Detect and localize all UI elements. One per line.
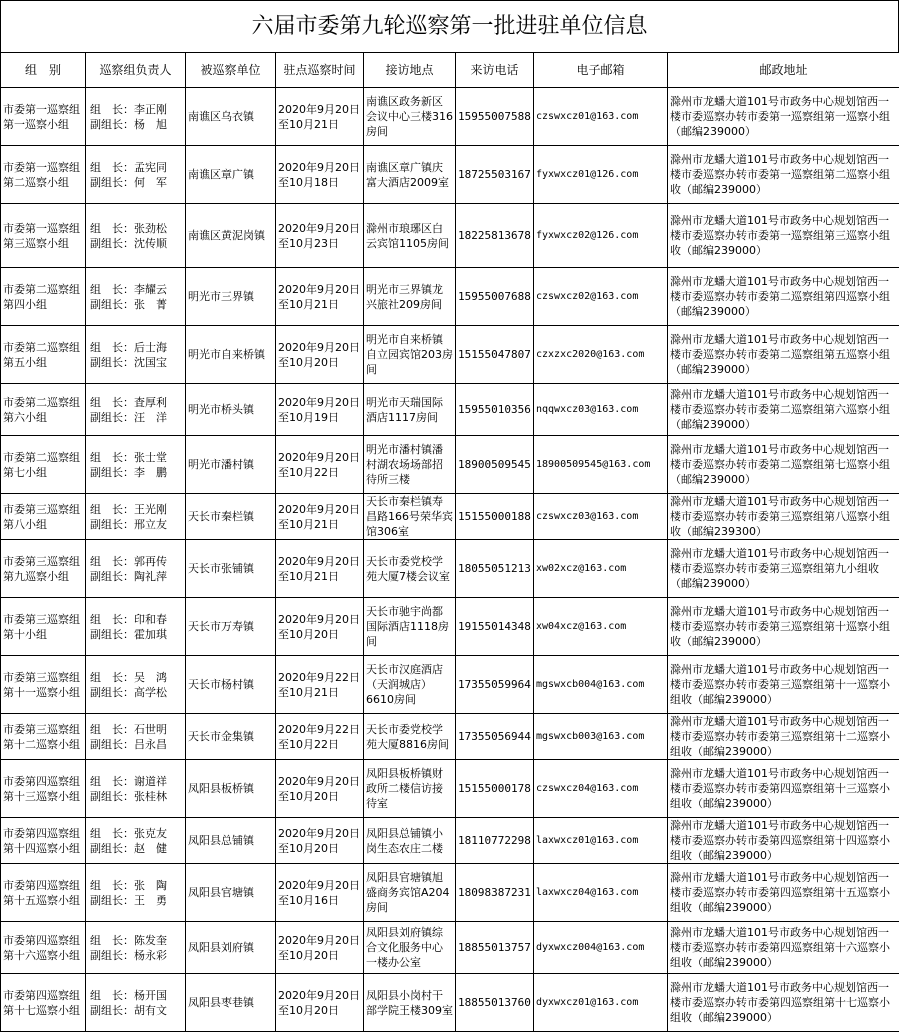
leader-cell: 组 长：杨开国 副组长：胡有文 [86, 974, 186, 1032]
col-header-address: 邮政地址 [668, 53, 899, 88]
leader-cell: 组 长：张 陶 副组长：王 勇 [86, 864, 186, 922]
phone-cell: 18055051213 [456, 540, 534, 598]
time-cell: 2020年9月20日至10月21日 [276, 268, 364, 326]
email-cell: dyxwxcz004@163.com [534, 922, 668, 974]
time-cell: 2020年9月20日至10月20日 [276, 598, 364, 656]
unit-cell: 天长市杨村镇 [186, 656, 276, 714]
unit-cell: 明光市三界镇 [186, 268, 276, 326]
leader-cell: 组 长：印和春 副组长：霍加琪 [86, 598, 186, 656]
phone-cell: 18098387231 [456, 864, 534, 922]
phone-cell: 19155014348 [456, 598, 534, 656]
table-row [1, 656, 899, 714]
phone-cell: 18855013757 [456, 922, 534, 974]
place-cell: 明光市自来桥镇自立园宾馆203房间 [364, 326, 456, 384]
email-cell: czswxcz04@163.com [534, 760, 668, 818]
place-cell: 凤阳县总铺镇小岗生态农庄二楼 [364, 818, 456, 864]
address-cell: 滁州市龙蟠大道101号市政务中心规划馆西一楼市委巡察办转市委第四巡察组第十三巡察小组收（邮编239000） [668, 760, 899, 818]
unit-cell: 天长市秦栏镇 [186, 494, 276, 540]
address-cell: 滁州市龙蟠大道101号市政务中心规划馆西一楼市委巡察办转市委第一巡察组第二巡察小组收（邮编239000） [668, 146, 899, 204]
place-cell: 凤阳县官塘镇旭盛商务宾馆A204房间 [364, 864, 456, 922]
col-header-email: 电子邮箱 [534, 53, 668, 88]
address-cell: 滁州市龙蟠大道101号市政务中心规划馆西一楼市委巡察办转市委第二巡察组第五巡察小组（邮编239000） [668, 326, 899, 384]
table-body [1, 88, 899, 1032]
time-cell: 2020年9月20日至10月20日 [276, 326, 364, 384]
group-cell: 市委第一巡察组第二巡察小组 [1, 146, 86, 204]
place-cell: 凤阳县小岗村干部学院王楼309室 [364, 974, 456, 1032]
table-row [1, 494, 899, 540]
address-cell: 滁州市龙蟠大道101号市政务中心规划馆西一楼市委巡察办转市委第二巡察组第七巡察小组（邮编239000） [668, 436, 899, 494]
address-cell: 滁州市龙蟠大道101号市政务中心规划馆西一楼市委巡察办转市委第三巡察组第十巡察小组收（邮编239000） [668, 598, 899, 656]
address-cell: 滁州市龙蟠大道101号市政务中心规划馆西一楼市委巡察办转市委第四巡察组第十七巡察小组收（邮编239000） [668, 974, 899, 1032]
place-cell: 凤阳县刘府镇综合文化服务中心一楼办公室 [364, 922, 456, 974]
leader-cell: 组 长：王光刚 副组长：邢立友 [86, 494, 186, 540]
group-cell: 市委第四巡察组第十五巡察小组 [1, 864, 86, 922]
place-cell: 明光市潘村镇潘村湖农场场部招待所三楼 [364, 436, 456, 494]
unit-cell: 南谯区黄泥岗镇 [186, 204, 276, 268]
time-cell: 2020年9月20日至10月23日 [276, 204, 364, 268]
address-cell: 滁州市龙蟠大道101号市政务中心规划馆西一楼市委巡察办转市委第二巡察组第六巡察小组（邮编239000） [668, 384, 899, 436]
place-cell: 天长市秦栏镇寿昌路166号荣华宾馆306室 [364, 494, 456, 540]
address-cell: 滁州市龙蟠大道101号市政务中心规划馆西一楼市委巡察办转市委第一巡察组第一巡察小组（邮编239000） [668, 88, 899, 146]
group-cell: 市委第二巡察组第六小组 [1, 384, 86, 436]
phone-cell: 15955007588 [456, 88, 534, 146]
table-row [1, 818, 899, 864]
col-header-leader: 巡察组负责人 [86, 53, 186, 88]
time-cell: 2020年9月20日至10月19日 [276, 384, 364, 436]
phone-cell: 15955007688 [456, 268, 534, 326]
table-row [1, 540, 899, 598]
phone-cell: 15155047807 [456, 326, 534, 384]
leader-cell: 组 长：张克友 副组长：赵 健 [86, 818, 186, 864]
table-row [1, 326, 899, 384]
table-row [1, 714, 899, 760]
place-cell: 天长市委党校学苑大厦7楼会议室 [364, 540, 456, 598]
time-cell: 2020年9月20日至10月20日 [276, 818, 364, 864]
address-cell: 滁州市龙蟠大道101号市政务中心规划馆西一楼市委巡察办转市委第三巡察组第八巡察小组收（邮编239300） [668, 494, 899, 540]
group-cell: 市委第三巡察组第十一巡察小组 [1, 656, 86, 714]
table-row [1, 974, 899, 1032]
table-row [1, 204, 899, 268]
group-cell: 市委第三巡察组第八小组 [1, 494, 86, 540]
table-row [1, 864, 899, 922]
leader-cell: 组 长：李耀云 副组长：张 菁 [86, 268, 186, 326]
phone-cell: 18225813678 [456, 204, 534, 268]
time-cell: 2020年9月20日至10月18日 [276, 146, 364, 204]
time-cell: 2020年9月20日至10月22日 [276, 436, 364, 494]
col-header-place: 接访地点 [364, 53, 456, 88]
leader-cell: 组 长：孟宪同 副组长：何 军 [86, 146, 186, 204]
phone-cell: 15155000178 [456, 760, 534, 818]
group-cell: 市委第三巡察组第十小组 [1, 598, 86, 656]
place-cell: 天长市驰宇尚都国际酒店1118房间 [364, 598, 456, 656]
unit-cell: 明光市桥头镇 [186, 384, 276, 436]
phone-cell: 15955010356 [456, 384, 534, 436]
email-cell: mgswxcb003@163.com [534, 714, 668, 760]
unit-cell: 天长市金集镇 [186, 714, 276, 760]
email-cell: czswxcz03@163.com [534, 494, 668, 540]
leader-cell: 组 长：石世明 副组长：吕永昌 [86, 714, 186, 760]
leader-cell: 组 长：吴 鸿 副组长：高学松 [86, 656, 186, 714]
time-cell: 2020年9月22日至10月21日 [276, 656, 364, 714]
group-cell: 市委第四巡察组第十四巡察小组 [1, 818, 86, 864]
table-row [1, 598, 899, 656]
phone-cell: 18110772298 [456, 818, 534, 864]
table-row [1, 436, 899, 494]
time-cell: 2020年9月20日至10月21日 [276, 88, 364, 146]
address-cell: 滁州市龙蟠大道101号市政务中心规划馆西一楼市委巡察办转市委第四巡察组第十五巡察小组收（邮编239000） [668, 864, 899, 922]
phone-cell: 18855013760 [456, 974, 534, 1032]
phone-cell: 18725503167 [456, 146, 534, 204]
unit-cell: 天长市万寿镇 [186, 598, 276, 656]
email-cell: czswxcz02@163.com [534, 268, 668, 326]
phone-cell: 17355059964 [456, 656, 534, 714]
address-cell: 滁州市龙蟠大道101号市政务中心规划馆西一楼市委巡察办转市委第二巡察组第四巡察小组（邮编239000） [668, 268, 899, 326]
phone-cell: 18900509545 [456, 436, 534, 494]
group-cell: 市委第二巡察组第七小组 [1, 436, 86, 494]
time-cell: 2020年9月20日至10月20日 [276, 974, 364, 1032]
email-cell: fyxwxcz02@126.com [534, 204, 668, 268]
email-cell: czxzxc2020@163.com [534, 326, 668, 384]
time-cell: 2020年9月20日至10月21日 [276, 494, 364, 540]
leader-cell: 组 长：后士海 副组长：沈国宝 [86, 326, 186, 384]
address-cell: 滁州市龙蟠大道101号市政务中心规划馆西一楼市委巡察办转市委第四巡察组第十六巡察小组收（邮编239000） [668, 922, 899, 974]
email-cell: laxwxcz01@163.com [534, 818, 668, 864]
table-row [1, 88, 899, 146]
table-row [1, 922, 899, 974]
unit-cell: 凤阳县官塘镇 [186, 864, 276, 922]
email-cell: fyxwxcz01@126.com [534, 146, 668, 204]
unit-cell: 明光市潘村镇 [186, 436, 276, 494]
place-cell: 天长市汉庭酒店（天润城店）6610房间 [364, 656, 456, 714]
unit-cell: 凤阳县板桥镇 [186, 760, 276, 818]
leader-cell: 组 长：査厚利 副组长：汪 洋 [86, 384, 186, 436]
place-cell: 明光市三界镇龙兴旅社209房间 [364, 268, 456, 326]
info-table [0, 52, 899, 1032]
col-header-phone: 来访电话 [456, 53, 534, 88]
address-cell: 滁州市龙蟠大道101号市政务中心规划馆西一楼市委巡察办转市委第一巡察组第三巡察小组收（邮编239000） [668, 204, 899, 268]
group-cell: 市委第二巡察组第四小组 [1, 268, 86, 326]
place-cell: 南谯区章广镇庆富大酒店2009室 [364, 146, 456, 204]
place-cell: 滁州市琅琊区白云宾馆1105房间 [364, 204, 456, 268]
leader-cell: 组 长：郭再传 副组长：陶礼萍 [86, 540, 186, 598]
group-cell: 市委第三巡察组第九巡察小组 [1, 540, 86, 598]
email-cell: dyxwxcz01@163.com [534, 974, 668, 1032]
place-cell: 南谯区政务新区会议中心三楼316房间 [364, 88, 456, 146]
group-cell: 市委第四巡察组第十三巡察小组 [1, 760, 86, 818]
phone-cell: 15155000188 [456, 494, 534, 540]
group-cell: 市委第三巡察组第十二巡察小组 [1, 714, 86, 760]
col-header-group: 组 别 [1, 53, 86, 88]
leader-cell: 组 长：张士堂 副组长：李 鹏 [86, 436, 186, 494]
leader-cell: 组 长：李正刚 副组长：杨 旭 [86, 88, 186, 146]
time-cell: 2020年9月20日至10月21日 [276, 540, 364, 598]
col-header-time: 驻点巡察时间 [276, 53, 364, 88]
phone-cell: 17355056944 [456, 714, 534, 760]
time-cell: 2020年9月20日至10月20日 [276, 922, 364, 974]
table-row [1, 384, 899, 436]
unit-cell: 凤阳县总铺镇 [186, 818, 276, 864]
time-cell: 2020年9月20日至10月20日 [276, 760, 364, 818]
address-cell: 滁州市龙蟠大道101号市政务中心规划馆西一楼市委巡察办转市委第三巡察组第十一巡察小组收（邮编239000） [668, 656, 899, 714]
place-cell: 明光市天瑞国际酒店1117房间 [364, 384, 456, 436]
time-cell: 2020年9月20日至10月16日 [276, 864, 364, 922]
col-header-unit: 被巡察单位 [186, 53, 276, 88]
address-cell: 滁州市龙蟠大道101号市政务中心规划馆西一楼市委巡察办转市委第三巡察组第九小组收（邮编239000） [668, 540, 899, 598]
table-row [1, 268, 899, 326]
leader-cell: 组 长：陈发奎 副组长：杨永彩 [86, 922, 186, 974]
email-cell: laxwxcz04@163.com [534, 864, 668, 922]
group-cell: 市委第四巡察组第十七巡察小组 [1, 974, 86, 1032]
email-cell: nqqwxcz03@163.com [534, 384, 668, 436]
group-cell: 市委第一巡察组第三巡察小组 [1, 204, 86, 268]
address-cell: 滁州市龙蟠大道101号市政务中心规划馆西一楼市委巡察办转市委第三巡察组第十二巡察小组收（邮编239000） [668, 714, 899, 760]
table-row [1, 760, 899, 818]
place-cell: 天长市委党校学苑大厦8816房间 [364, 714, 456, 760]
page-title: 六届市委第九轮巡察第一批进驻单位信息 [0, 0, 899, 52]
email-cell: mgswxcb004@163.com [534, 656, 668, 714]
place-cell: 凤阳县板桥镇财政所二楼信访接待室 [364, 760, 456, 818]
email-cell: 18900509545@163.com [534, 436, 668, 494]
unit-cell: 南谯区章广镇 [186, 146, 276, 204]
unit-cell: 凤阳县刘府镇 [186, 922, 276, 974]
email-cell: xw04xcz@163.com [534, 598, 668, 656]
header-row [1, 53, 899, 88]
email-cell: czswxcz01@163.com [534, 88, 668, 146]
group-cell: 市委第二巡察组第五小组 [1, 326, 86, 384]
group-cell: 市委第一巡察组第一巡察小组 [1, 88, 86, 146]
address-cell: 滁州市龙蟠大道101号市政务中心规划馆西一楼市委巡察办转市委第四巡察组第十四巡察小组收（邮编239000） [668, 818, 899, 864]
unit-cell: 明光市自来桥镇 [186, 326, 276, 384]
leader-cell: 组 长：张劲松 副组长：沈传顺 [86, 204, 186, 268]
group-cell: 市委第四巡察组第十六巡察小组 [1, 922, 86, 974]
leader-cell: 组 长：谢道祥 副组长：张桂林 [86, 760, 186, 818]
email-cell: xw02xcz@163.com [534, 540, 668, 598]
unit-cell: 凤阳县枣巷镇 [186, 974, 276, 1032]
time-cell: 2020年9月22日至10月22日 [276, 714, 364, 760]
unit-cell: 南谯区乌衣镇 [186, 88, 276, 146]
table-row [1, 146, 899, 204]
unit-cell: 天长市张铺镇 [186, 540, 276, 598]
